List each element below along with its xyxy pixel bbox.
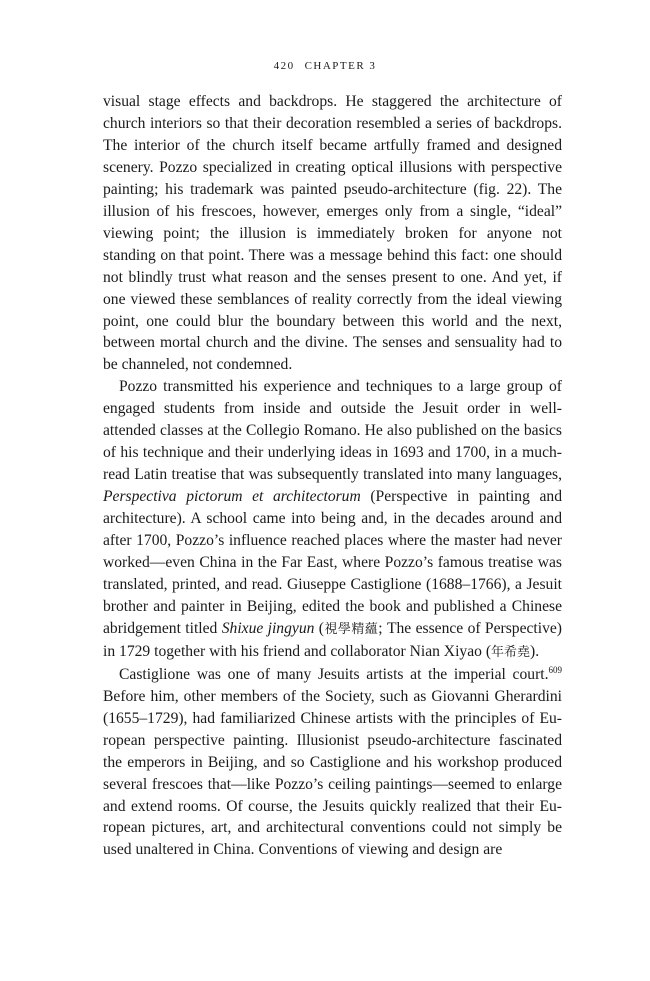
treatise-title: Perspectiva pictorum et architectorum bbox=[103, 488, 361, 506]
body-text bbox=[103, 91, 562, 861]
chinese-title-characters: 視學精蘊 bbox=[323, 621, 379, 637]
paragraph-3 bbox=[103, 664, 562, 862]
paragraph-3-part-a: Castiglione was one of many Jesuits artists at the imperial court. bbox=[119, 665, 549, 683]
paragraph-2-part-d: ; The essence of Perspective) in 1729 together with his friend and collaborator Nian Xiyao ( bbox=[103, 619, 562, 660]
chinese-title-romanized: Shixue jingyun bbox=[221, 619, 315, 637]
collaborator-name-characters: 年希堯 bbox=[491, 644, 531, 660]
paragraph-1: visual stage effects and backdrops. He staggered the architecture of church interiors so that their decoration resembled a series of backdrops. The interior of the church itself became artfully framed and designed scenery. Pozzo specialized in creating optical illusions with perspective painting; his trademark was painted pseudo-architecture (fig. 22). The illusion of his frescoes, however, emerges only from a single, “ideal” viewing point; the illusion is immediately broken for anyone not standing on that point. There was a message behind this fact: one should not blindly trust what reason and the senses present to one. And yet, if one viewed these semblances of reality correctly from the ideal viewing point, one could blur the boundary between this world and the next, between mortal church and the divine. The senses and sensuality had to be channeled, not condemned. bbox=[103, 93, 562, 374]
chapter-label: CHAPTER 3 bbox=[304, 60, 377, 72]
paragraph-2-part-e: ). bbox=[530, 642, 540, 660]
footnote-ref-609[interactable]: 609 bbox=[548, 664, 562, 675]
paragraph-3-part-b: Before him, other members of the Society, such as Giovanni Gherardini (1655–1729), had familiarized Chinese artists with the principles of European perspective painting. Illusionist pseudo-architecture fascinated the emperors in Beijing, and so Castiglione and his workshop produced several frescoes that—like Pozzo’s ceiling paintings—seemed to enlarge and extend rooms. Of course, the Jesuits quickly realized that their European pictures, art, and architectural conventions could not simply be used unaltered in China. Conventions of viewing and design are bbox=[103, 687, 562, 859]
paragraph-2-part-a: Pozzo transmitted his experience and techniques to a large group of engaged students from inside and outside the Jesuit order in well-attended classes at the Collegio Romano. He also published on the basics of his technique and their underlying ideas in 1693 and 1700, in a much-read Latin treatise that was subsequently translated into many languages, bbox=[103, 378, 562, 484]
paragraph-2 bbox=[103, 376, 562, 663]
paragraph-2-part-b: (Perspective in painting and architecture). A school came into being and, in the decades around and after 1700, Pozzo’s influence reached places where the master had never worked—even China in the Far East, where Pozzo’s famous treatise was translated, printed, and read. Giuseppe Castiglione (1688–1766), a Jesuit brother and painter in Beijing, edited the book and published a Chinese abridgement titled bbox=[103, 488, 562, 637]
running-head bbox=[0, 60, 650, 72]
page-number: 420 bbox=[273, 60, 295, 72]
paragraph-2-part-c: ( bbox=[314, 619, 324, 637]
